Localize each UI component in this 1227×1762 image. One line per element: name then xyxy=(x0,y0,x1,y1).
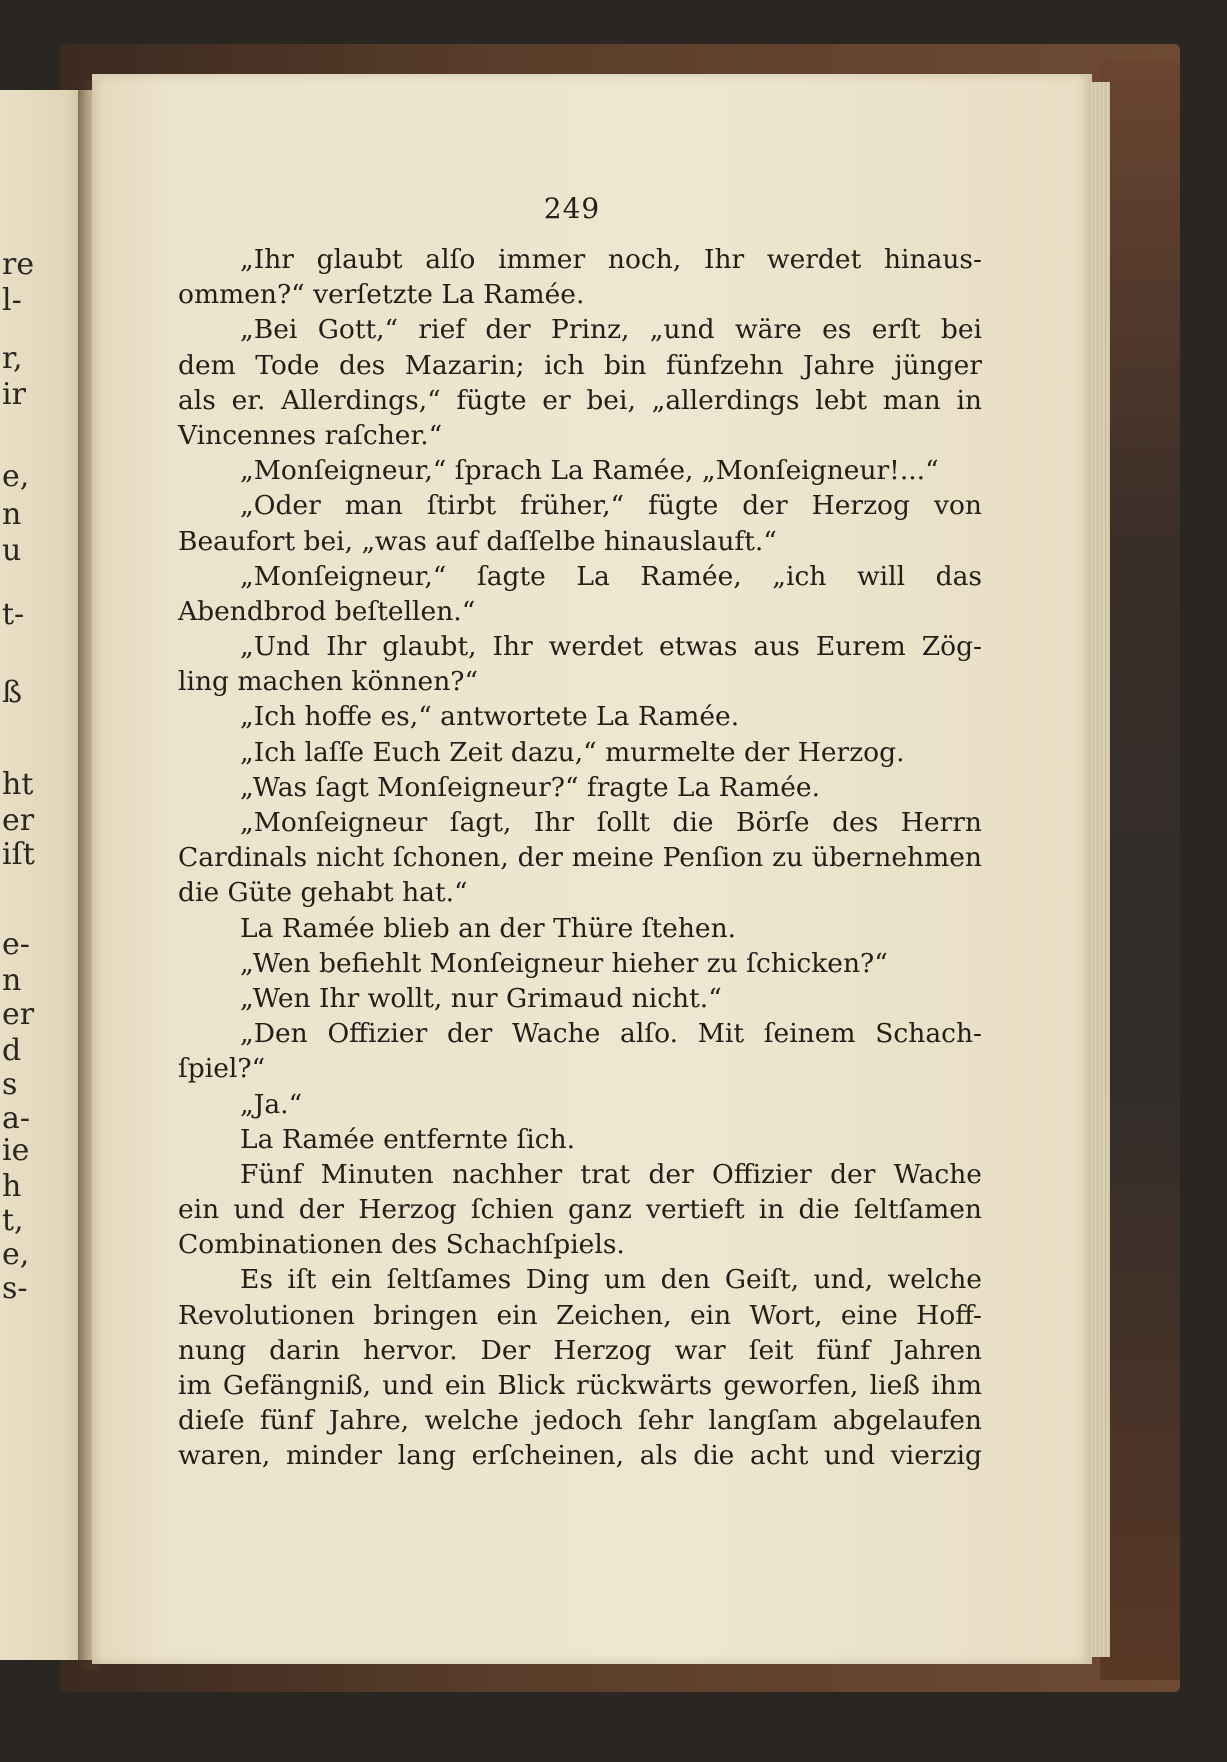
text-line: dieſe fünf Jahre, welche jedoch ſehr langſam abgelaufen xyxy=(178,1405,982,1437)
text-line: „Und Ihr glaubt, Ihr werdet etwas aus Eurem Zög- xyxy=(240,631,982,663)
text-line: Es iſt ein ſeltſames Ding um den Geiſt, und, welche xyxy=(240,1264,982,1296)
text-line: La Ramée entfernte ſich. xyxy=(240,1123,576,1155)
previous-page-fragment: e, xyxy=(2,459,30,494)
text-line: ſpiel?“ xyxy=(178,1053,266,1085)
text-line: „Ja.“ xyxy=(240,1088,303,1120)
text-line: Abendbrod beſtellen.“ xyxy=(178,595,476,627)
text-line: ein und der Herzog ſchien ganz vertieft in die ſeltſamen xyxy=(178,1194,982,1226)
previous-page-fragment: ß xyxy=(2,675,23,710)
page-number: 249 xyxy=(543,192,601,225)
text-line: nung darin hervor. Der Herzog war ſeit fünf Jahren xyxy=(178,1334,982,1366)
previous-page-fragment: n xyxy=(2,963,22,998)
book-cover-edge xyxy=(1100,60,1180,1680)
text-line: als er. Allerdings,“ fügte er bei, „allerdings lebt man in xyxy=(178,384,982,416)
previous-page-fragment: e, xyxy=(2,1237,30,1272)
text-line: dem Tode des Mazarin; ich bin fünfzehn Jahre jünger xyxy=(178,349,982,381)
text-line: „Bei Gott,“ rief der Prinz, „und wäre es erſt bei xyxy=(240,314,982,346)
text-line: „Was ſagt Monſeigneur?“ fragte La Ramée. xyxy=(240,771,821,803)
text-line: ommen?“ verſetzte La Ramée. xyxy=(178,279,585,311)
previous-page-fragment: u xyxy=(2,533,22,568)
previous-page-fragment: ht xyxy=(2,767,34,802)
text-line: La Ramée blieb an der Thüre ſtehen. xyxy=(240,912,737,944)
text-line: Combinationen des Schachſpiels. xyxy=(178,1229,625,1261)
text-line: Fünf Minuten nachher trat der Offizier der Wache xyxy=(240,1158,982,1190)
previous-page-fragment: r, xyxy=(2,341,23,376)
text-line: „Oder man ſtirbt früher,“ fügte der Herzog von xyxy=(240,490,982,522)
text-line: „Monſeigneur,“ ſprach La Ramée, „Monſeigneur!...“ xyxy=(240,455,939,487)
page-body-text xyxy=(178,242,982,1474)
text-line: die Güte gehabt hat.“ xyxy=(178,877,468,909)
gutter-shadow xyxy=(78,80,104,1670)
text-line: im Gefängniß, und ein Blick rückwärts geworfen, ließ ihm xyxy=(178,1370,982,1401)
text-line: Cardinals nicht ſchonen, der meine Penſion zu übernehmen xyxy=(178,842,982,874)
page-stack-edge xyxy=(1088,82,1110,1657)
text-line: waren, minder lang erſcheinen, als die acht und vierzig xyxy=(178,1440,982,1472)
previous-page-fragment: re xyxy=(2,247,35,282)
text-line: „Ich hoffe es,“ antwortete La Ramée. xyxy=(240,701,740,733)
text-line: „Monſeigneur,“ ſagte La Ramée, „ich will das xyxy=(240,560,982,592)
previous-page-fragment: h xyxy=(2,1169,22,1204)
text-line: Beaufort bei, „was auf daſſelbe hinauslauft.“ xyxy=(178,525,777,557)
previous-page-fragment: t, xyxy=(2,1203,24,1238)
page xyxy=(92,74,1092,1664)
text-line: „Monſeigneur ſagt, Ihr ſollt die Börſe des Herrn xyxy=(240,807,982,838)
previous-page-fragment: s xyxy=(2,1067,18,1102)
previous-page-fragment: t- xyxy=(2,597,25,632)
previous-page-fragment: er xyxy=(2,803,35,838)
previous-page-text-fragments xyxy=(0,90,40,1660)
previous-page-fragment: er xyxy=(2,997,35,1032)
previous-page-fragment: iſt xyxy=(2,837,35,872)
previous-page-fragment: ir xyxy=(2,377,26,412)
previous-page-fragment: e- xyxy=(2,927,30,962)
previous-page-fragment: a- xyxy=(2,1101,31,1136)
previous-page-fragment: s- xyxy=(2,1271,28,1306)
text-line: „Den Offizier der Wache alſo. Mit ſeinem Schach- xyxy=(240,1018,982,1050)
text-line: „Wen befiehlt Monſeigneur hieher zu ſchicken?“ xyxy=(240,947,888,979)
text-line: „Ich laſſe Euch Zeit dazu,“ murmelte der Herzog. xyxy=(240,736,905,768)
text-line: ling machen können?“ xyxy=(178,666,479,698)
text-line: Vincennes raſcher.“ xyxy=(178,419,443,451)
previous-page-fragment: ie xyxy=(2,1133,30,1168)
text-line: „Ihr glaubt alſo immer noch, Ihr werdet hinaus- xyxy=(240,244,982,275)
text-line: Revolutionen bringen ein Zeichen, ein Wort, eine Hoff- xyxy=(178,1299,982,1331)
previous-page-fragment: d xyxy=(2,1033,22,1068)
previous-page-fragment: l- xyxy=(2,283,22,318)
previous-page-fragment: n xyxy=(2,497,22,532)
text-line: „Wen Ihr wollt, nur Grimaud nicht.“ xyxy=(240,982,722,1014)
